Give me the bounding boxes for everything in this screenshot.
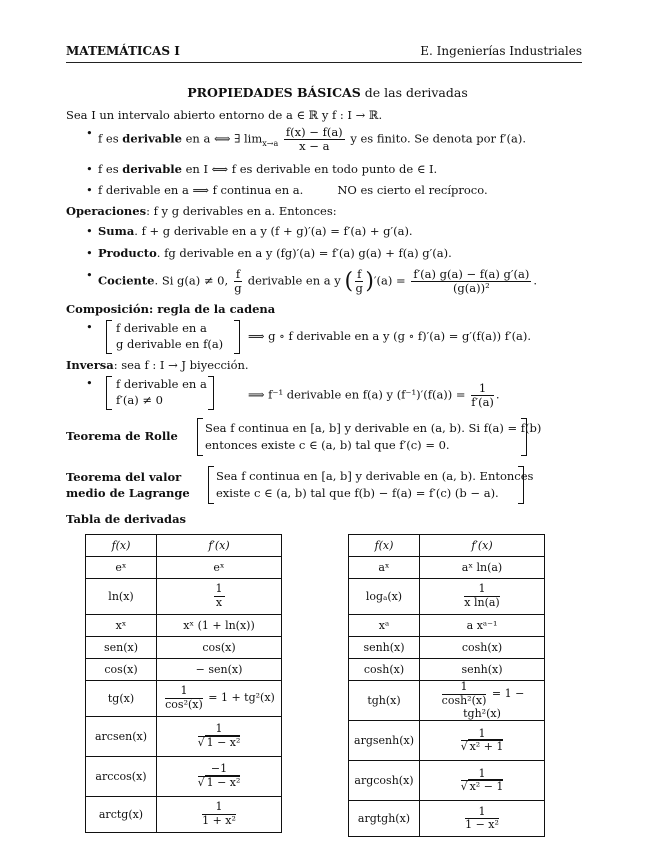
table-row [349,721,545,761]
derivative-cell: xˣ (1 + ln(x)) [157,615,282,637]
tabla-heading: Tabla de derivadas [66,512,187,526]
page-header [66,44,582,63]
derivative-table-1 [85,534,282,833]
function-cell: argcosh(x) [349,761,420,801]
function-cell: eˣ [86,557,157,579]
derivative-cell: $\frac{-1}{\text{√ 1 − x²}}$ [157,757,282,797]
derivative-cell: $\frac{1}{\text{1 + x²}}$ [157,797,282,833]
derivative-cell: $\frac{1}{\text{x ln(a)}}$ [420,579,545,615]
function-cell: argsenh(x) [349,721,420,761]
function-cell: cosh(x) [349,659,420,681]
table-row [349,659,545,681]
composicion-heading: Composición: regla de la cadena [66,302,276,316]
table-row [349,557,545,579]
table-row [86,579,282,615]
function-cell: arccos(x) [86,757,157,797]
table-row [86,717,282,757]
table-header-cell: f(x) [349,535,420,557]
rule-producto: • Producto. fg derivable en a y (fg)′(a) = f′(a) g(a) + f(a) g′(a). [98,246,452,260]
function-cell: arcsen(x) [86,717,157,757]
inversa-heading: Inversa: sea f : I → J biyección. [66,358,249,372]
derivative-cell: $\frac{1}{\text{1 − x²}}$ [420,801,545,837]
table-row [86,797,282,833]
lagrange-statement: Sea f continua en [a, b] y derivable en (a, b). Entonces existe c ∈ (a, b) tal que f(b) − f(a) = f′(c) (b − a). [208,466,524,504]
table-row [86,681,282,717]
function-cell: argtgh(x) [349,801,420,837]
table-row [86,659,282,681]
table-header-cell: f′(x) [157,535,282,557]
rule-cociente: • Cociente. Si g(a) ≠ 0, $\frac{f}{g}$ derivable en a y ( $\frac{f}{g}$ )′(a) = $\frac{f'(a) g(a) - f(a) g'(a)}{\text{(g(a))²}}$ . [98,268,537,295]
function-cell: tgh(x) [349,681,420,721]
function-cell: senh(x) [349,637,420,659]
rolle-heading: Teorema de Rolle [66,429,178,443]
derivative-cell: $\frac{1}{\text{√ x² − 1}}$ [420,761,545,801]
function-cell: cos(x) [86,659,157,681]
table-row [86,637,282,659]
derivative-cell: a xᵃ⁻¹ [420,615,545,637]
derivative-cell: $\frac{1}{\text{√ 1 − x²}}$ [157,717,282,757]
intro-text: Sea I un intervalo abierto entorno de a ∈ ℝ y f : I → ℝ. [66,108,383,122]
derivative-cell: $\frac{1}{x}$ [157,579,282,615]
function-cell: ln(x) [86,579,157,615]
derivative-cell: − sen(x) [157,659,282,681]
operaciones-heading: Operaciones: f y g derivables en a. Entonces: [66,204,337,218]
rolle-statement: Sea f continua en [a, b] y derivable en (a, b). Si f(a) = f(b) entonces existe c ∈ (a, b) tal que f′(c) = 0. [197,418,527,456]
derivative-cell: $\frac{1}{\text{cosh²(x)}}$ = 1 − tgh²(x) [420,681,545,721]
table-row [349,637,545,659]
title-rest: de las derivadas [360,85,468,100]
derivative-cell: cos(x) [157,637,282,659]
function-cell: xᵃ [349,615,420,637]
derivative-cell: $\frac{1}{\text{√ x² + 1}}$ [420,721,545,761]
def-derivable-point: • f es derivable en a ⟺ ∃ $\lim_{x\to a}$ $\frac{f(x) - f(a)}{x - a}$ y es finito. Se denota por f′(a). [98,126,526,153]
derivative-cell: cosh(x) [420,637,545,659]
table-header-cell: f(x) [86,535,157,557]
table-row [349,681,545,721]
table-row [349,761,545,801]
function-cell: sen(x) [86,637,157,659]
page-title [0,85,655,100]
header-school: E. Ingenierías Industriales [420,44,582,58]
table-row [349,801,545,837]
function-cell: xˣ [86,615,157,637]
table-row [349,615,545,637]
table-row [349,579,545,615]
table-row [86,615,282,637]
rule-suma: • Suma. f + g derivable en a y (f + g)′(a) = f′(a) + g′(a). [98,224,413,238]
table-header-cell: f′(x) [420,535,545,557]
derivative-cell: aˣ ln(a) [420,557,545,579]
reciproco-note: NO es cierto el recíproco. [337,183,488,197]
function-cell: arctg(x) [86,797,157,833]
title-bold: PROPIEDADES BÁSICAS [187,85,361,100]
derivative-cell: senh(x) [420,659,545,681]
derivative-table-2 [348,534,545,837]
table-row [86,557,282,579]
function-cell: aˣ [349,557,420,579]
def-continuity: • f derivable en a ⟹ f continua en a. NO es cierto el recíproco. [98,183,488,197]
table-row [86,757,282,797]
header-course: MATEMÁTICAS I [66,44,180,58]
table-header-row [86,535,282,557]
function-cell: tg(x) [86,681,157,717]
function-cell: logₐ(x) [349,579,420,615]
def-derivable-interval: • f es derivable en I ⟺ f es derivable en todo punto de ∈ I. [98,162,437,176]
derivative-cell: $\frac{1}{\text{cos²(x)}}$ = 1 + tg²(x) [157,681,282,717]
derivative-cell: eˣ [157,557,282,579]
lagrange-heading: Teorema del valor medio de Lagrange [66,470,190,500]
table-header-row [349,535,545,557]
